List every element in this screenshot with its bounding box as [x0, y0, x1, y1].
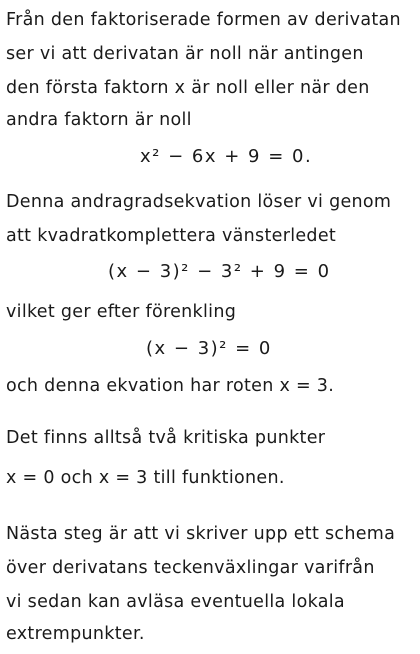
- text-line: extrempunkter.: [6, 624, 145, 644]
- text-line: vilket ger efter förenkling: [6, 302, 237, 322]
- equation-quadratic: x² − 6x + 9 = 0.: [140, 146, 313, 167]
- text-line: x = 0 och x = 3 till funktionen.: [6, 468, 285, 488]
- text-line: att kvadratkomplettera vänsterledet: [6, 226, 337, 246]
- text-line: den första faktorn x är noll eller när den: [6, 78, 370, 98]
- text-line: Denna andragradsekvation löser vi genom: [6, 192, 392, 212]
- text-line: Nästa steg är att vi skriver upp ett schema: [6, 524, 396, 544]
- equation-completed-square: (x − 3)² − 3² + 9 = 0: [108, 261, 331, 282]
- equation-simplified: (x − 3)² = 0: [146, 338, 272, 359]
- text-line: Från den faktoriserade formen av derivatan: [6, 10, 401, 30]
- text-line: ser vi att derivatan är noll när antingen: [6, 44, 364, 64]
- text-line: och denna ekvation har roten x = 3.: [6, 376, 335, 396]
- text-line: över derivatans teckenväxlingar varifrån: [6, 558, 375, 578]
- text-line: vi sedan kan avläsa eventuella lokala: [6, 592, 345, 612]
- text-line: Det finns alltså två kritiska punkter: [6, 428, 326, 448]
- text-line: andra faktorn är noll: [6, 110, 192, 130]
